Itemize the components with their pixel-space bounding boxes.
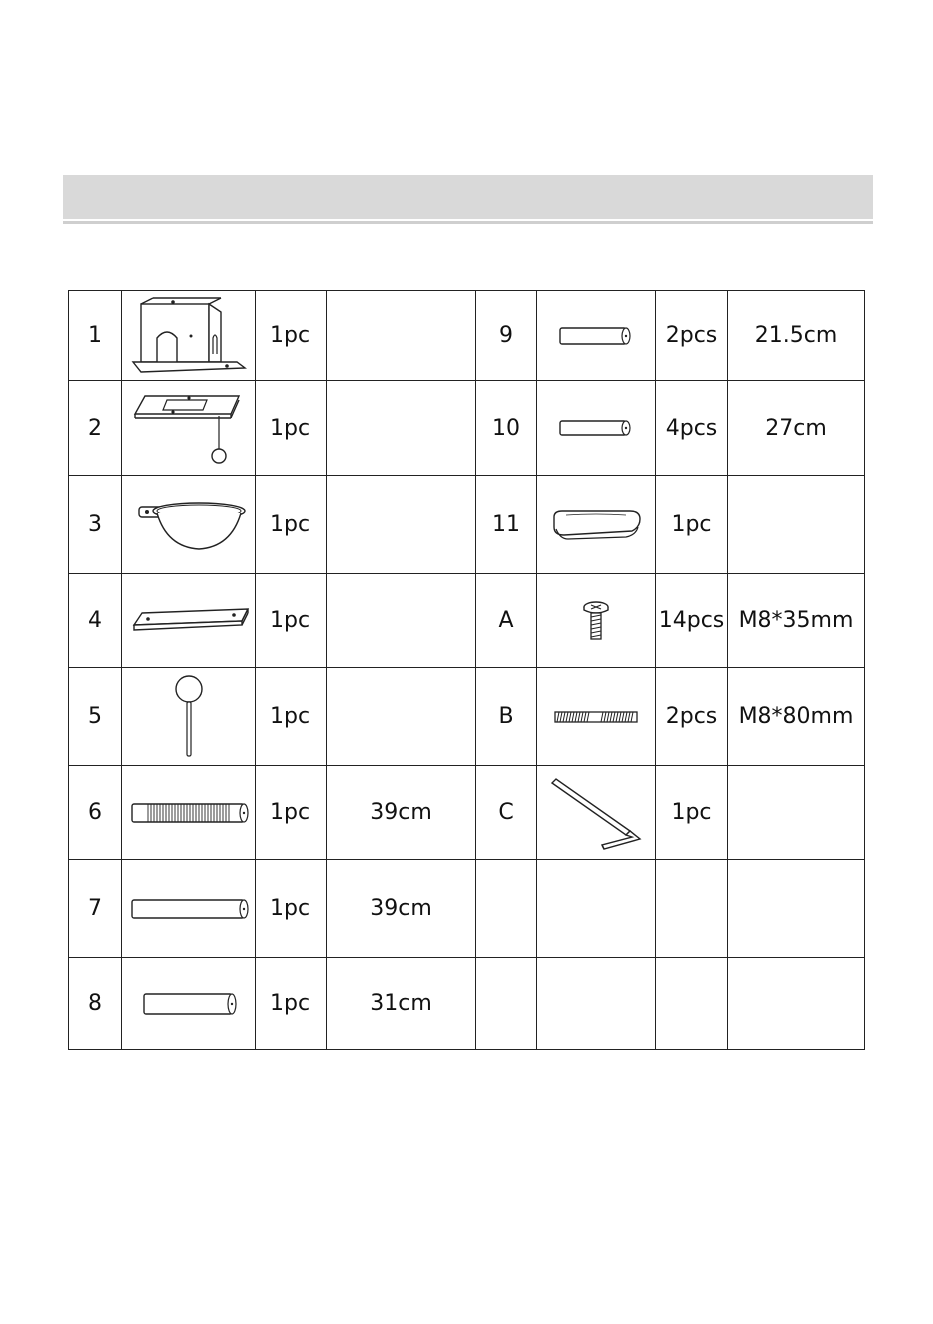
bowl-basket-icon	[122, 476, 256, 574]
quantity: 1pc	[256, 958, 327, 1050]
empty-cell	[656, 958, 728, 1050]
medium-post-icon	[122, 958, 256, 1050]
empty-cell	[728, 958, 865, 1050]
empty-cell	[537, 860, 656, 958]
parts-list-table	[68, 290, 865, 1050]
table-row	[69, 574, 865, 668]
quantity: 1pc	[256, 574, 327, 668]
quantity: 1pc	[256, 668, 327, 766]
threaded-rod-icon	[537, 668, 656, 766]
table-row	[69, 766, 865, 860]
shelf-board-icon	[122, 574, 256, 668]
ball-stick-icon	[122, 668, 256, 766]
part-number: 4	[69, 574, 122, 668]
cushion-pad-icon	[537, 476, 656, 574]
size: M8*35mm	[728, 574, 865, 668]
quantity: 1pc	[256, 766, 327, 860]
part-number: 11	[476, 476, 537, 574]
part-number: A	[476, 574, 537, 668]
size: 39cm	[327, 766, 476, 860]
tube-icon	[537, 381, 656, 476]
part-number: 5	[69, 668, 122, 766]
part-number: 1	[69, 291, 122, 381]
part-number: 6	[69, 766, 122, 860]
size	[728, 476, 865, 574]
size: 21.5cm	[728, 291, 865, 381]
size: 27cm	[728, 381, 865, 476]
quantity: 4pcs	[656, 381, 728, 476]
table-row	[69, 291, 865, 381]
size	[327, 574, 476, 668]
table-row	[69, 958, 865, 1050]
short-tube-icon	[537, 291, 656, 381]
quantity: 1pc	[256, 381, 327, 476]
part-number: 3	[69, 476, 122, 574]
empty-cell	[537, 958, 656, 1050]
quantity: 1pc	[256, 476, 327, 574]
empty-cell	[656, 860, 728, 958]
section-header-band	[63, 175, 873, 219]
part-number: 9	[476, 291, 537, 381]
part-number: 7	[69, 860, 122, 958]
part-number: 2	[69, 381, 122, 476]
platform-with-ball-icon	[122, 381, 256, 476]
table-row	[69, 381, 865, 476]
quantity: 1pc	[656, 476, 728, 574]
allen-key-icon	[537, 766, 656, 860]
size	[327, 381, 476, 476]
part-number: B	[476, 668, 537, 766]
quantity: 1pc	[256, 860, 327, 958]
quantity: 1pc	[256, 291, 327, 381]
table-row	[69, 860, 865, 958]
sisal-post-icon	[122, 766, 256, 860]
size	[327, 476, 476, 574]
empty-cell	[476, 860, 537, 958]
quantity: 14pcs	[656, 574, 728, 668]
size: 39cm	[327, 860, 476, 958]
part-number: 10	[476, 381, 537, 476]
size	[728, 766, 865, 860]
size: M8*80mm	[728, 668, 865, 766]
quantity: 2pcs	[656, 291, 728, 381]
part-number: 8	[69, 958, 122, 1050]
table-row	[69, 668, 865, 766]
part-number: C	[476, 766, 537, 860]
empty-cell	[728, 860, 865, 958]
table-row	[69, 476, 865, 574]
quantity: 2pcs	[656, 668, 728, 766]
size	[327, 668, 476, 766]
long-post-icon	[122, 860, 256, 958]
quantity: 1pc	[656, 766, 728, 860]
size	[327, 291, 476, 381]
empty-cell	[476, 958, 537, 1050]
section-header-rule	[63, 221, 873, 224]
screw-icon	[537, 574, 656, 668]
cat-condo-icon	[122, 291, 256, 381]
size: 31cm	[327, 958, 476, 1050]
